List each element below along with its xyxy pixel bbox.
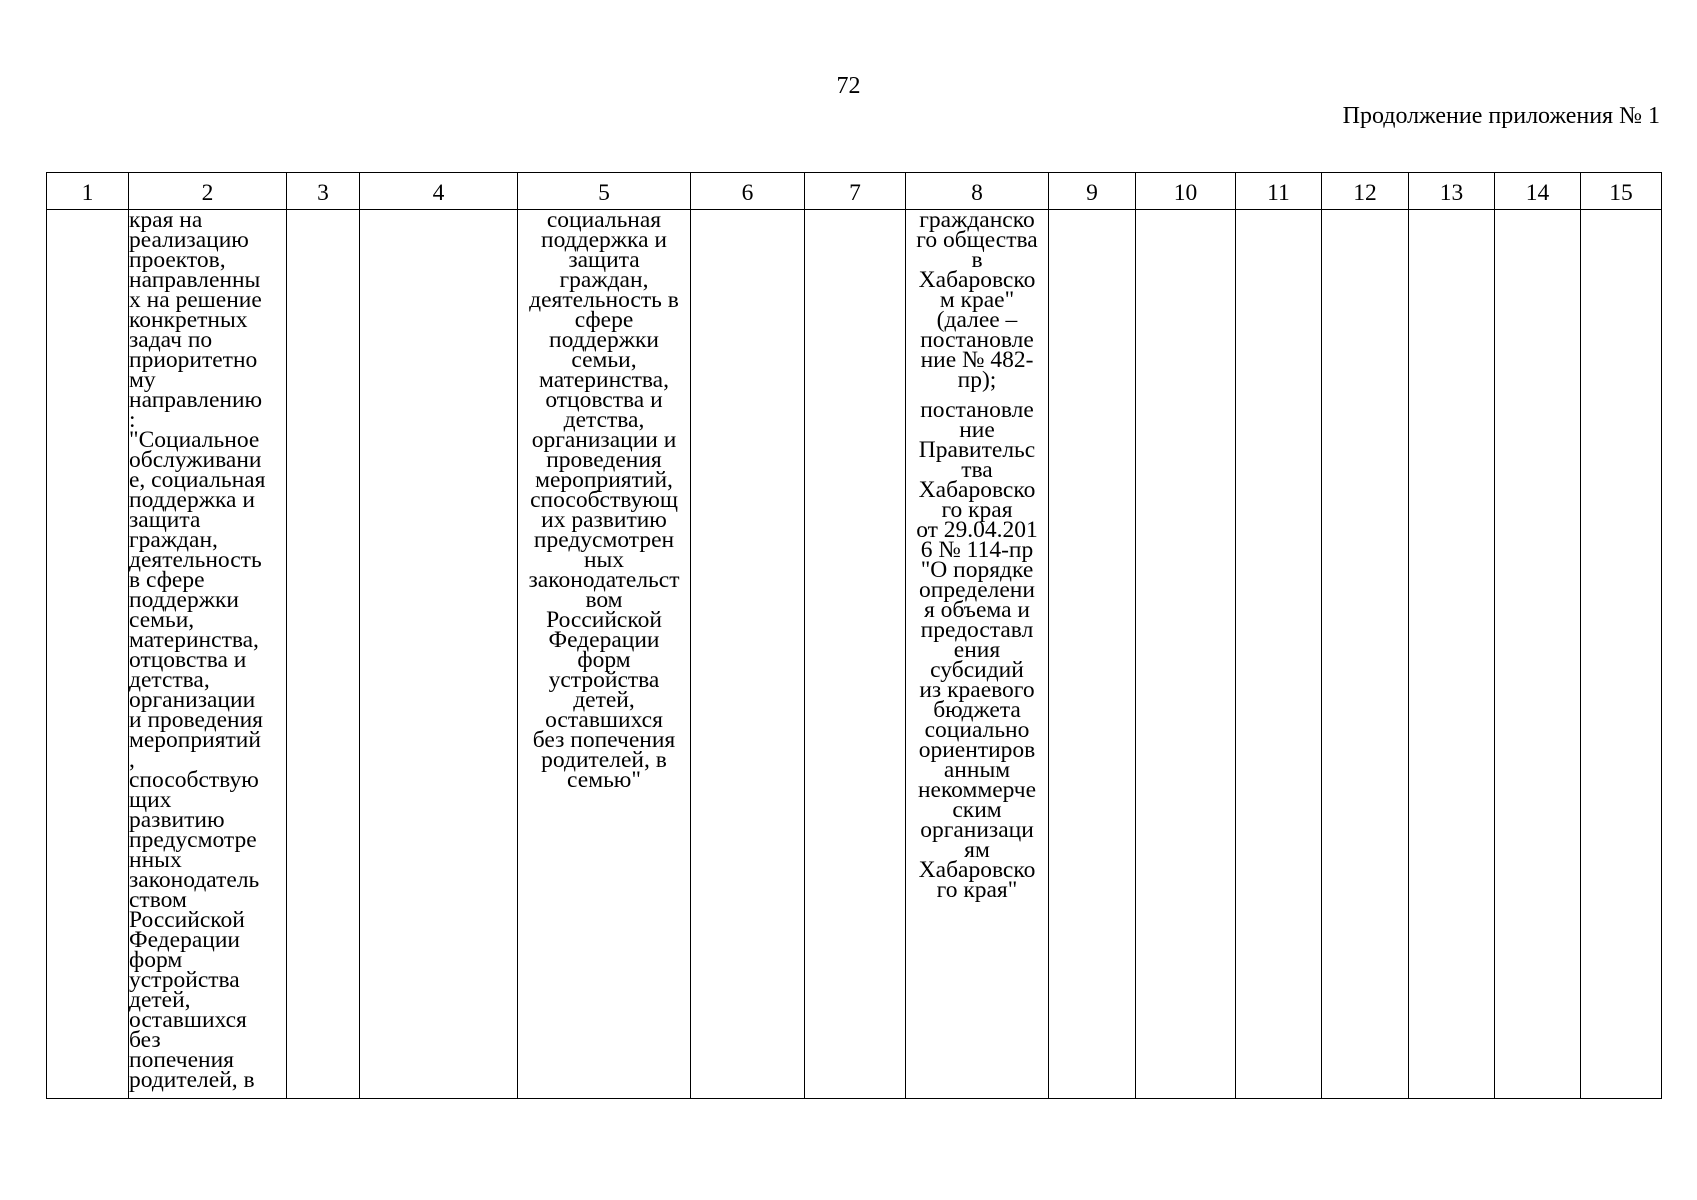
table-cell (287, 210, 360, 1099)
column-number-row (47, 173, 1662, 210)
table-cell (805, 210, 906, 1099)
table-cell (1236, 210, 1322, 1099)
column-header: 2 (129, 173, 287, 210)
table-row (47, 210, 1662, 1099)
table-cell (1409, 210, 1495, 1099)
column-header: 8 (906, 173, 1049, 210)
column-header: 15 (1581, 173, 1662, 210)
column-header: 4 (360, 173, 518, 210)
table-cell (1581, 210, 1662, 1099)
table-cell (1136, 210, 1236, 1099)
page-number: 72 (836, 73, 861, 99)
project-description-text: края на реализацию проектов, направленны х на решение конкретных задач по приоритетно му направлению : "Социальное обслуживани е, социальная поддержка и защита граждан, деятельность в сфере поддержки семьи, материнства, отцовства и детства, организации и проведения мероприятий , способствую щих развитию предусмотре нных законодатель ством Российской Федерации форм устройства детей, оставшихся без попечения родителей, в (129, 209, 266, 1093)
table-cell (518, 210, 691, 1099)
table-cell (906, 210, 1049, 1099)
table-cell (691, 210, 805, 1099)
column-header: 14 (1495, 173, 1581, 210)
regulation-text-part1: гражданско го общества в Хабаровско м крае" (далее – постановле ние № 482- пр); (916, 209, 1038, 393)
appendix-table (46, 172, 1662, 1099)
priority-direction-text: социальная поддержка и защита граждан, деятельность в сфере поддержки семьи, материнства, отцовства и детства, организации и проведения мероприятий, способствующ их развитию предусмотрен ных законодательст вом Российской Федерации форм устройства детей, оставшихся без попечения родителей, в семью" (528, 209, 680, 793)
column-header: 1 (47, 173, 129, 210)
table-cell (129, 210, 287, 1099)
table-cell (360, 210, 518, 1099)
column-header: 9 (1049, 173, 1136, 210)
table-cell (1495, 210, 1581, 1099)
table-cell (1322, 210, 1409, 1099)
table-cell (1049, 210, 1136, 1099)
appendix-continuation-label: Продолжение приложения № 1 (1342, 103, 1660, 129)
table-cell (47, 210, 129, 1099)
column-header: 5 (518, 173, 691, 210)
column-header: 10 (1136, 173, 1236, 210)
regulation-text-part2: постановле ние Правительс тва Хабаровско го края от 29.04.201 6 № 114-пр "О порядке определени я объема и предоставл ения субсидий из краевого бюджета социально ориентиров анным некоммерче ским организаци ям Хабаровско го края" (916, 397, 1038, 903)
column-header: 6 (691, 173, 805, 210)
column-header: 7 (805, 173, 906, 210)
column-header: 12 (1322, 173, 1409, 210)
column-header: 11 (1236, 173, 1322, 210)
column-header: 13 (1409, 173, 1495, 210)
column-header: 3 (287, 173, 360, 210)
